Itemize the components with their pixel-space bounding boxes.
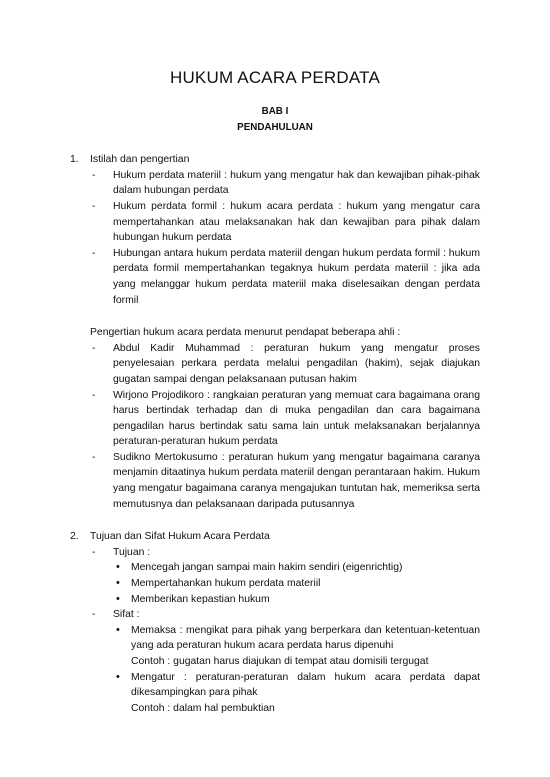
example-text: Contoh : dalam hal pembuktian: [131, 702, 275, 714]
aims-and-nature-list: [70, 545, 480, 717]
document-title: HUKUM ACARA PERDATA: [169, 68, 381, 87]
experts-list: [70, 341, 480, 513]
sifat-text: Mengatur : peraturan-peraturan dalam hukum acara perdata dapat dikesampingkan para pihak: [131, 671, 480, 699]
section-heading-1: [70, 152, 480, 168]
experts-intro: Pengertian hukum acara perdata menurut pendapat beberapa ahli :: [90, 327, 401, 339]
tujuan-list: [113, 560, 480, 607]
sifat-text: Memaksa : mengikat para pihak yang berperkara dan ketentuan-ketentuan yang ada peraturan hukum acara perdata harus dipenuhi: [131, 624, 480, 652]
bullet-item: • Mempertahankan hukum perdata materiil: [113, 576, 480, 592]
list-item-sifat: [90, 607, 480, 716]
list-item: - Wirjono Projodikoro : rangkaian peraturan yang memuat cara bagaimana orang harus bertindak terhadap dan di muka pengadilan dan cara bagaimana pengadilan harus bertindak satu sama lain untuk melaksanakan berjalannya peraturan-peraturan hukum perdata: [90, 388, 480, 450]
bullet-item: • Mencegah jangan sampai main hakim sendiri (eigenrichtig): [113, 560, 480, 576]
section-title: Tujuan dan Sifat Hukum Acara Perdata: [90, 531, 270, 543]
list-item: - Hukum perdata materiil : hukum yang mengatur hak dan kewajiban pihak-pihak dalam hubungan perdata: [90, 168, 480, 199]
section-number: 1.: [70, 154, 79, 166]
section-title: Istilah dan pengertian: [90, 154, 190, 166]
sifat-list: [113, 623, 480, 717]
section-heading-2: [70, 529, 480, 545]
list-item: - Hubungan antara hukum perdata materiil dengan hukum perdata formil : hukum perdata formil mempertahankan tegaknya hukum perdata materiil : jika ada yang melanggar hukum perdata materiil maka diselesaikan dengan perdata formil: [90, 246, 480, 308]
tujuan-label: Tujuan :: [113, 546, 151, 558]
list-item-tujuan: [90, 545, 480, 607]
sifat-label: Sifat :: [113, 609, 140, 621]
list-item: - Abdul Kadir Muhammad : peraturan hukum yang mengatur proses penyelesaian perkara perdata melalui pengadilan (hakim), sejak diajukan gugatan sampai dengan pelaksanaan putusan hakim: [90, 341, 480, 388]
example-text: Contoh : gugatan harus diajukan di tempat atau domisili tergugat: [131, 656, 429, 667]
bullet-item: • Memberikan kepastian hukum: [113, 592, 480, 608]
list-item: - Hukum perdata formil : hukum acara perdata : hukum yang mengatur cara mempertahankan atau melaksanakan hak dan kewajiban para pihak dalam hubungan hukum perdata: [90, 199, 480, 246]
definition-list: [70, 168, 480, 308]
bullet-item: [113, 623, 480, 670]
chapter-number: BAB I: [261, 106, 289, 117]
chapter-title: PENDAHULUAN: [237, 121, 313, 133]
list-item: - Sudikno Mertokusumo : peraturan hukum yang mengatur bagaimana caranya menjamin ditaatinya hukum perdata materiil dengan perantaraan hakim. Hukum yang mengatur bagaimana caranya mengajukan tuntutan hak, memeriksa serta memutusnya dan pelaksanaan daripada putusannya: [90, 450, 480, 512]
section-number: 2.: [70, 531, 79, 543]
bullet-item: [113, 670, 480, 717]
